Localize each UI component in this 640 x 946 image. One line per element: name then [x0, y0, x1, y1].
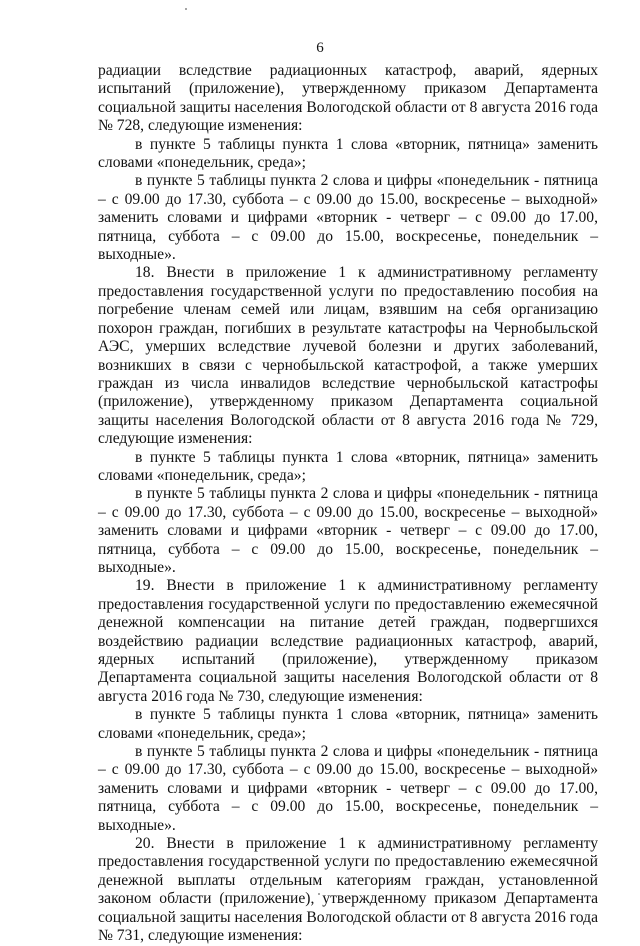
paragraph-amendment: в пункте 5 таблицы пункта 2 слова и цифры «понедельник - пятница – с 09.00 до 17.30, суббота – с 09.00 до 15.00, воскресенье – выходной» заменить словами и цифрами «вторник - четверг – с 09.00 до 17.00, пятница, суббота – с 09.00 до 15.00, воскресенье, понедельник – выходные». [98, 743, 598, 834]
paragraph-amendment: в пункте 5 таблицы пункта 2 слова и цифры «понедельник - пятница – с 09.00 до 17.30, суббота – с 09.00 до 15.00, воскресенье – выходной» заменить словами и цифрами «вторник - четверг – с 09.00 до 17.00, пятница, суббота – с 09.00 до 15.00, воскресенье, понедельник – выходные». [98, 172, 598, 264]
page-number: 6 [316, 40, 324, 56]
paragraph-amendment: в пункте 5 таблицы пункта 2 слова и цифры «понедельник - пятница – с 09.00 до 17.30, суббота – с 09.00 до 15.00, воскресенье – выходной» заменить словами и цифрами «вторник - четверг – с 09.00 до 17.00, пятница, суббота – с 09.00 до 15.00, воскресенье, понедельник – выходные». [98, 485, 598, 576]
paragraph-amendment: в пункте 5 таблицы пункта 1 слова «вторник, пятница» заменить словами «понедельник, среда»; [98, 448, 598, 484]
paragraph-amendment: в пункте 5 таблицы пункта 1 слова «вторник, пятница» заменить словами «понедельник, среда»; [98, 706, 598, 742]
paragraph-item-20: 20. Внести в приложение 1 к административному регламенту предоставления государственной услуги по предоставлению ежемесячной денежной выплаты отдельным категориям граждан, установленной законом области (приложение), утвержденному приказом Департамента социальной защиты населения Вологодской области от 8 августа 2016 года № 731, следующие изменения: [98, 835, 598, 945]
scan-speck [185, 8, 187, 10]
paragraph-item-19: 19. Внести в приложение 1 к административному регламенту предоставления государственной услуги по предоставлению ежемесячной денежной компенсации на питание детей граждан, подвергшихся воздействию радиации вследствие радиационных катастроф, аварий, ядерных испытаний (приложение), утвержденному приказом Департамента социальной защиты населения Вологодской области от 8 августа 2016 года № 730, следующие изменения: [98, 577, 598, 705]
paragraph-continuation: радиации вследствие радиационных катастроф, аварий, ядерных испытаний (приложение), утвержденному приказом Департамента социальной защиты населения Вологодской области от 8 августа 2016 года № 728, следующие изменения: [98, 62, 598, 135]
paragraph-amendment: в пункте 5 таблицы пункта 1 слова «вторник, пятница» заменить словами «понедельник, среда»; [98, 135, 598, 172]
paragraph-item-18: 18. Внести в приложение 1 к административному регламенту предоставления государственной услуги по предоставлению пособия на погребение членам семей или лицам, взявшим на себя организацию похорон граждан, погибших в результате катастрофы на Чернобыльской АЭС, умерших вследствие лучевой болезни и других заболеваний, возникших в связи с чернобыльской катастрофой, а также умерших граждан из числа инвалидов вследствие чернобыльской катастрофы (приложение), утвержденному приказом Департамента социальной защиты населения Вологодской области от 8 августа 2016 года № 729, следующие изменения: [98, 264, 598, 448]
document-body [98, 62, 598, 946]
